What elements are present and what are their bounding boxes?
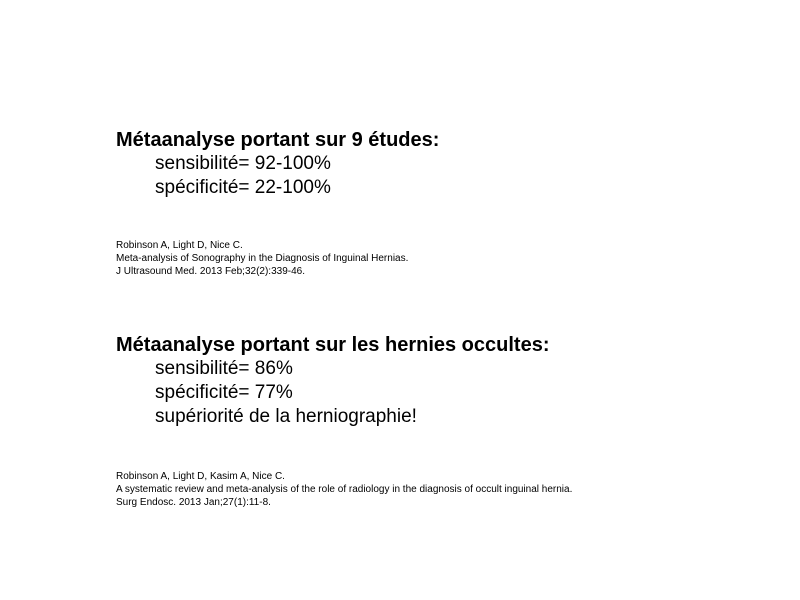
section-2-specificity: spécificité= 77% xyxy=(155,382,293,403)
reference-2-title: A systematic review and meta-analysis of the role of radiology in the diagnosis of occult inguinal hernia. xyxy=(116,484,573,495)
reference-1-title: Meta-analysis of Sonography in the Diagnosis of Inguinal Hernias. xyxy=(116,253,409,264)
reference-2-authors: Robinson A, Light D, Kasim A, Nice C. xyxy=(116,471,285,482)
section-2-reference xyxy=(116,470,572,509)
section-1-sensitivity: sensibilité= 92-100% xyxy=(155,153,331,174)
reference-1-journal: J Ultrasound Med. 2013 Feb;32(2):339-46. xyxy=(116,266,305,277)
reference-1-authors: Robinson A, Light D, Nice C. xyxy=(116,240,243,251)
section-2-findings-list xyxy=(116,357,550,429)
meta-analysis-section-1 xyxy=(116,128,439,200)
section-1-reference xyxy=(116,239,408,278)
section-2-sensitivity: sensibilité= 86% xyxy=(155,358,293,379)
meta-analysis-section-2 xyxy=(116,333,550,429)
section-1-specificity: spécificité= 22-100% xyxy=(155,177,331,198)
section-2-conclusion: supériorité de la herniographie! xyxy=(155,406,417,427)
section-1-heading: Métaanalyse portant sur 9 études: xyxy=(116,129,440,151)
section-1-findings-list xyxy=(116,152,439,200)
reference-2-journal: Surg Endosc. 2013 Jan;27(1):11-8. xyxy=(116,497,271,508)
section-2-heading: Métaanalyse portant sur les hernies occultes: xyxy=(116,334,550,356)
